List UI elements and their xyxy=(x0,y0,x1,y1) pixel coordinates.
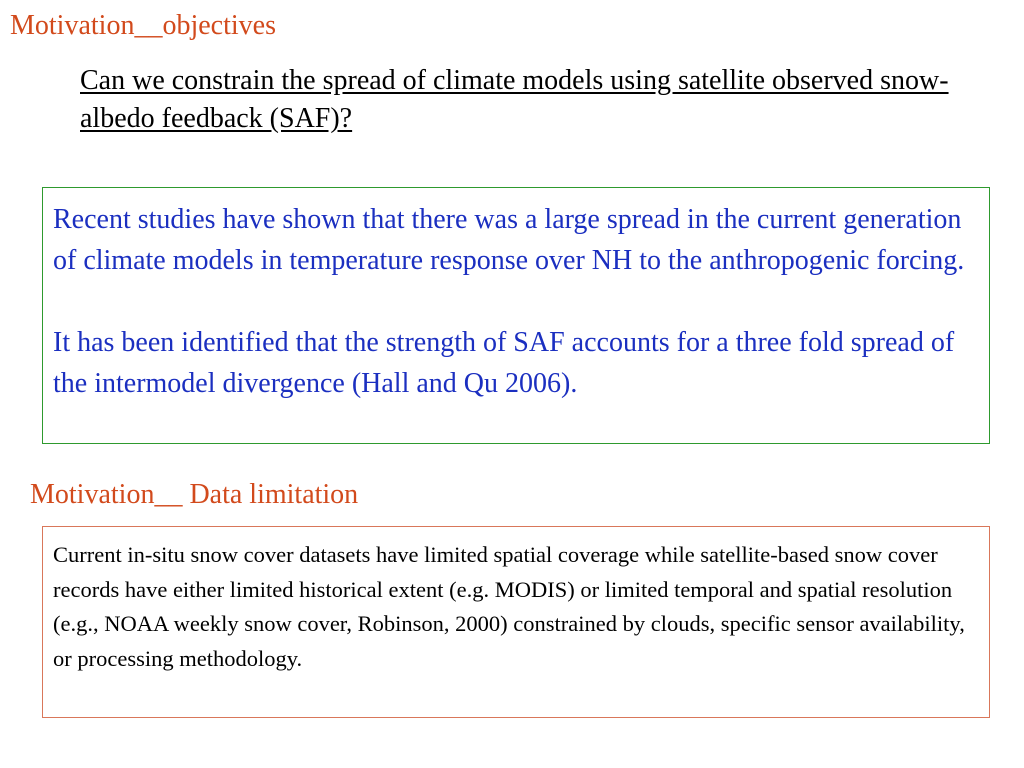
objectives-heading: Motivation__objectives xyxy=(10,10,276,41)
objectives-paragraph-1: Recent studies have shown that there was a large spread in the current generation of climate models in temperature response over NH to the anthropogenic forcing. xyxy=(53,204,965,276)
objectives-paragraph-2: It has been identified that the strength of SAF accounts for a three fold spread of the intermodel divergence (Hall and Qu 2006). xyxy=(53,327,955,399)
data-limitation-paragraph: Current in-situ snow cover datasets have limited spatial coverage while satellite-based snow cover records have either limited historical extent (e.g. MODIS) or limited temporal and spatial resolution (e.g., NOAA weekly snow cover, Robinson, 2000) constrained by clouds, specific sensor availability, or processing methodology. xyxy=(53,542,965,671)
research-question: Can we constrain the spread of climate models using satellite observed snow-albedo feedback (SAF)? xyxy=(80,65,949,134)
data-limitation-heading: Motivation__ Data limitation xyxy=(30,479,359,510)
data-limitation-box xyxy=(42,526,990,718)
objectives-box xyxy=(42,187,990,444)
